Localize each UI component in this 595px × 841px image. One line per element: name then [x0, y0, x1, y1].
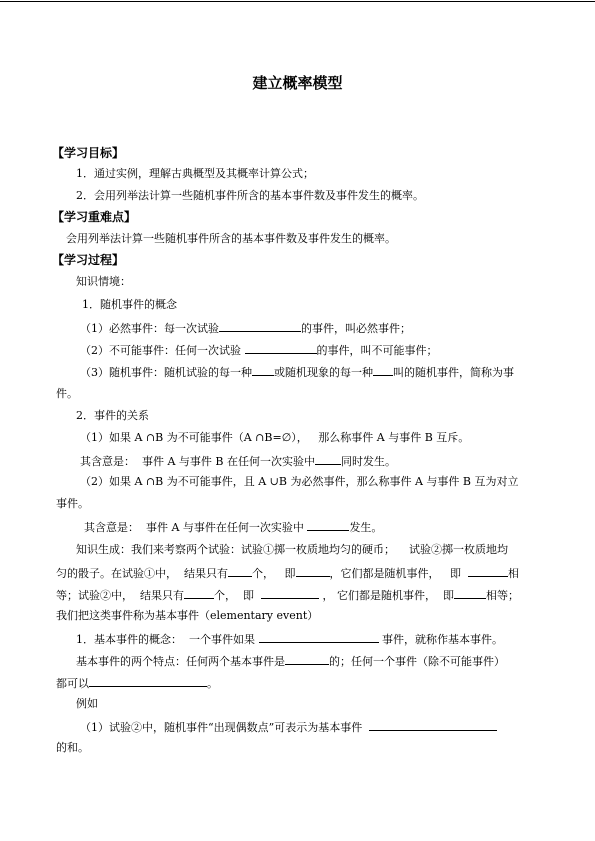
basic-event-label: 1．基本事件的概念： [76, 633, 182, 646]
basic-event-text-b: 事件，就称作基本事件。 [382, 633, 503, 646]
kg3-text-a: 等；试验②中， [56, 589, 133, 602]
random-event-text-b: 或随机现象的每一种 [274, 366, 373, 379]
basic-event-concept-line [76, 631, 503, 647]
knowledge-generation-line-3 [56, 587, 519, 603]
kg3-text-e: ， [322, 589, 334, 602]
meaning-label-1: 其含意是： [80, 455, 135, 468]
kg1-text-b: 试验②掷一枚质地均 [409, 543, 508, 556]
knowledge-context-label: 知识情境： [76, 275, 131, 288]
mutually-exclusive-text-a: （1）如果 A ∩B 为不可能事件（A ∩B=∅）， [80, 431, 308, 444]
impossible-event-line [80, 342, 438, 358]
blank-features [285, 653, 329, 665]
blank-die-outcomes [261, 587, 319, 599]
blank-random-event-1 [252, 364, 274, 376]
random-event-line-cont: 件。 [56, 387, 78, 400]
blank-example [369, 719, 497, 731]
blank-coin-equal [468, 565, 508, 577]
kg3-text-g: 即 [443, 589, 454, 602]
heading-key-points: 【学习重难点】 [52, 210, 137, 224]
blank-mutually-exclusive [315, 453, 341, 465]
knowledge-generation-line-2 [56, 565, 519, 581]
heading-learning-process: 【学习过程】 [52, 253, 125, 267]
goal-line-1: 1．通过实例，理解古典概型及其概率计算公式； [76, 167, 314, 180]
kg2-text-c: 个， [252, 567, 274, 580]
certain-event-line [80, 320, 411, 336]
kg3-text-h: 相等； [486, 589, 519, 602]
mutually-exclusive-line [80, 431, 469, 445]
kg2-text-a: 匀的骰子。在试验①中， [56, 567, 177, 580]
basic-event-text-a: 一个事件如果 [189, 633, 255, 646]
blank-basic-event [259, 631, 379, 643]
basic-event-features-line [76, 653, 505, 669]
knowledge-generation-line-1 [76, 543, 508, 557]
mutually-exclusive-meaning [80, 453, 396, 469]
blank-die-equal [454, 587, 486, 599]
top-rule [0, 1, 595, 2]
meaning-text-2b: 发生。 [349, 521, 383, 534]
knowledge-generation-line-4: 我们把这类事件称为基本事件（elementary event） [56, 609, 319, 622]
meaning-text-1: 事件 A 与事件 B 在任何一次实验中 [142, 455, 316, 468]
blank-random-event-2 [373, 364, 393, 376]
kg2-text-g: 相 [508, 567, 519, 580]
complementary-line-cont: 事件。 [56, 497, 89, 510]
page-title: 建立概率模型 [252, 74, 343, 92]
example-label: 例如 [76, 697, 98, 710]
kg3-text-f: 它们都是随机事件， [337, 589, 436, 602]
example-line [80, 719, 497, 735]
blank-features-cont [89, 675, 207, 687]
certain-event-text-a: （1）必然事件：每一次试验 [80, 322, 219, 335]
impossible-event-text-b: 的事件，叫不可能事件； [316, 344, 438, 357]
blank-die-count [184, 587, 214, 599]
example-line-cont: 的和。 [56, 741, 89, 754]
key-point-line: 会用列举法计算一些随机事件所含的基本事件数及事件发生的概率。 [66, 232, 396, 245]
kg1-text-a: 知识生成：我们来考察两个试验：试验①掷一枚质地均匀的硬币； [76, 543, 395, 556]
features-cont-text-a: 都可以 [56, 677, 89, 690]
mutually-exclusive-text-b: 那么称事件 A 与事件 B 互斥。 [318, 431, 470, 444]
random-event-text-c: 叫的随机事件，简称为事 [393, 366, 514, 379]
basic-event-features-cont [56, 675, 218, 691]
section-event-relations: 2．事件的关系 [76, 409, 149, 422]
complementary-line: （2）如果 A ∩B 为不可能事件，且 A ∪B 为必然事件，那么称事件 A 与事件 B 互为对立 [80, 475, 519, 488]
kg2-text-e: ，它们都是随机事件， [329, 567, 440, 580]
random-event-text-a: （3）随机事件：随机试验的每一种 [80, 366, 252, 379]
example-text-a: （1）试验②中，随机事件“出现偶数点”可表示为基本事件 [80, 721, 363, 734]
features-text-b: 的；任何一个事件（除不可能事件） [329, 655, 505, 668]
blank-coin-outcomes [296, 565, 330, 577]
section-random-event-concept: 1．随机事件的概念 [82, 298, 177, 311]
kg3-text-d: 即 [243, 589, 254, 602]
certain-event-text-b: 的事件，叫必然事件； [301, 322, 411, 335]
features-cont-text-b: 。 [207, 677, 218, 690]
random-event-line [80, 364, 514, 380]
heading-learning-goals: 【学习目标】 [52, 146, 125, 160]
kg3-text-c: 个， [214, 589, 236, 602]
blank-coin-count [228, 565, 252, 577]
kg2-text-d: 即 [284, 567, 296, 580]
features-text-a: 基本事件的两个特点：任何两个基本事件是 [76, 655, 285, 668]
complementary-meaning [84, 519, 382, 535]
blank-complementary [307, 519, 349, 531]
meaning-text-1b: 同时发生。 [341, 455, 397, 468]
kg2-text-b: 结果只有 [184, 567, 228, 580]
impossible-event-text-a: （2）不可能事件：任何一次试验 [80, 344, 241, 357]
meaning-text-2: 事件 A 与事件在任何一次实验中 [146, 521, 304, 534]
blank-impossible-event [245, 342, 317, 354]
kg2-text-f: 即 [450, 567, 461, 580]
kg3-text-b: 结果只有 [140, 589, 184, 602]
meaning-label-2: 其含意是： [84, 521, 139, 534]
goal-line-2: 2．会用列举法计算一些随机事件所含的基本事件数及事件发生的概率。 [76, 189, 424, 202]
blank-certain-event [219, 320, 301, 332]
